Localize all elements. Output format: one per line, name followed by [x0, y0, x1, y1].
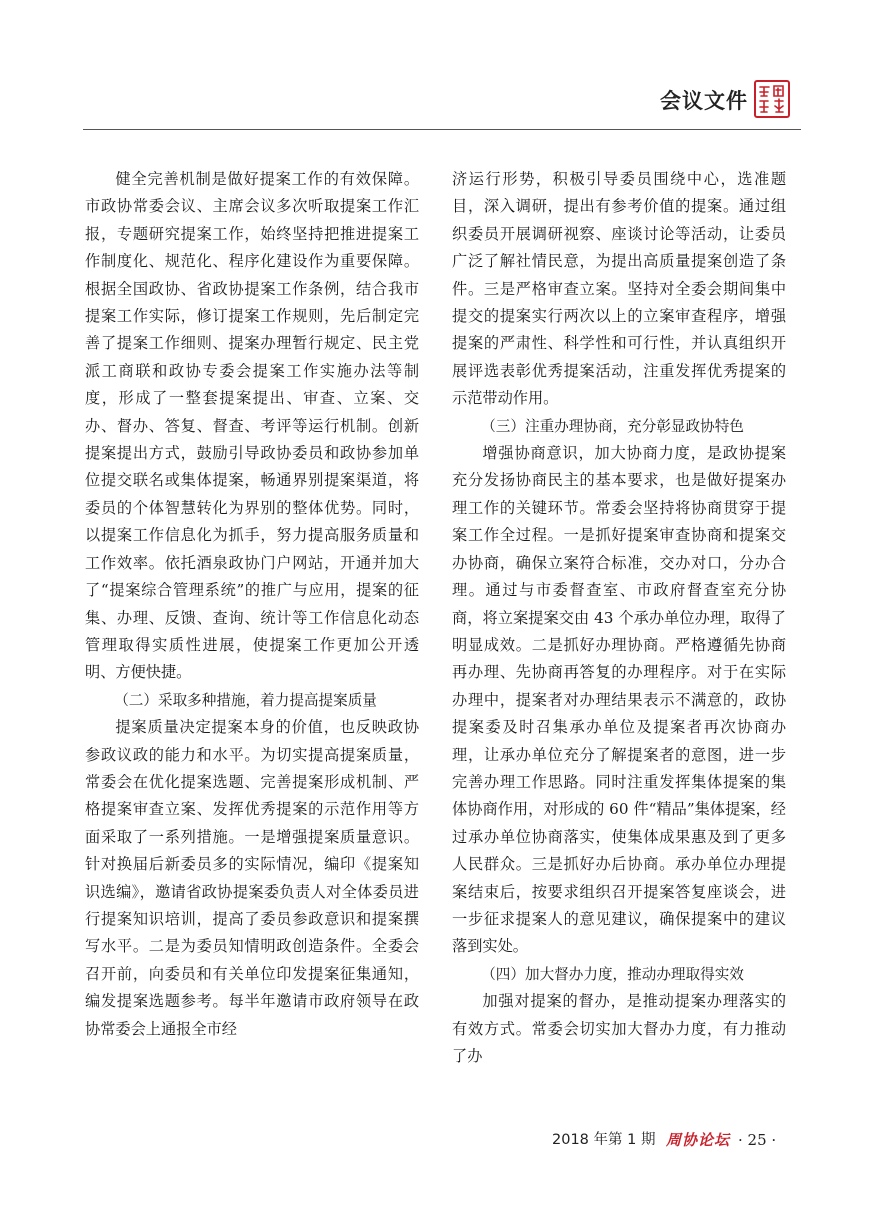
issue-label: 2018 年第 1 期 — [552, 1132, 656, 1148]
section-title: 会议文件 — [660, 89, 748, 113]
page-number: · 25 · — [738, 1131, 777, 1149]
body-paragraph: 增强协商意识，加大协商力度，是政协提案充分发扬协商民主的基本要求，也是做好提案办理工作的关键环节。常委会坚持将协商贯穿于提案工作全过程。一是抓好提案审查协商和提案交办协商，确保立案符合标准，交办对口，分办合理。通过与市委督查室、市政府督查室充分协商，将立案提案交由 43 个承办单位办理，取得了明显成效。二是抓好办理协商。严格遵循先协商再办理、先协商再答复的办理程序。对于在实际办理中，提案者对办理结果表示不满意的，政协提案委及时召集承办单位及提案者再次协商办理，让承办单位充分了解提案者的意图，进一步完善办理工作思路。同时注重发挥集体提案的集体协商作用，对形成的 60 件“精品”集体提案，经过承办单位协商落实，使集体成果惠及到了更多人民群众。三是抓好办后协商。承办单位办理提案结束后，按要求组织召开提案答复座谈会，进一步征求提案人的意见建议，确保提案中的建议落到实处。 — [452, 444, 786, 956]
right-column — [452, 166, 786, 1070]
page-footer — [520, 1128, 800, 1152]
section-heading: （四）加大督办力度，推动办理取得实效 — [481, 965, 744, 983]
body-paragraph: 加强对提案的督办，是推动提案办理落实的有效方式。常委会切实加大督办力度，有力推动了办 — [452, 992, 786, 1065]
left-column — [85, 166, 419, 1043]
body-paragraph: 健全完善机制是做好提案工作的有效保障。市政协常委会议、主席会议多次听取提案工作汇报，专题研究提案工作，始终坚持把推进提案工作制度化、规范化、程序化建设作为重要保障。根据全国政协、省政协提案工作条例，结合我市提案工作实际，修订提案工作规则，先后制定完善了提案工作细则、提案办理暂行规定、民主党派工商联和政协专委会提案工作实施办法等制度，形成了一整套提案提出、审查、立案、交办、督办、答复、督查、考评等运行机制。创新提案提出方式，鼓励引导政协委员和政协参加单位提交联名或集体提案，畅通界别提案渠道，将委员的个体智慧转化为界别的整体优势。同时，以提案工作信息化为抓手，努力提高服务质量和工作效率。依托酒泉政协门户网站，开通并加大了“提案综合管理系统”的推广与应用，提案的征集、办理、反馈、查询、统计等工作信息化动态管理取得实质性进展，使提案工作更加公开透明、方便快捷。 — [85, 170, 419, 682]
magazine-seal-logo — [754, 80, 790, 118]
section-heading: （三）注重办理协商，充分彰显政协特色 — [481, 417, 744, 435]
section-heading: （二）采取多种措施，着力提高提案质量 — [114, 691, 377, 709]
body-paragraph: 提案质量决定提案本身的价值，也反映政协参政议政的能力和水平。为切实提高提案质量，常委会在优化提案选题、完善提案形成机制、严格提案审查立案、发挥优秀提案的示范作用等方面采取了一系列措施。一是增强提案质量意识。针对换届后新委员多的实际情况，编印《提案知识选编》，邀请省政协提案委负责人对全体委员进行提案知识培训，提高了委员参政意识和提案撰写水平。二是为委员知情明政创造条件。全委会召开前，向委员和有关单位印发提案征集通知，编发提案选题参考。每半年邀请市政府领导在政协常委会上通报全市经 — [85, 718, 419, 1038]
header-rule — [83, 129, 801, 130]
magazine-name: 周协论坛 — [666, 1131, 731, 1149]
body-paragraph: 济运行形势，积极引导委员围绕中心，选准题目，深入调研，提出有参考价值的提案。通过组织委员开展调研视察、座谈讨论等活动，让委员广泛了解社情民意，为提出高质量提案创造了条件。三是严格审查立案。坚持对全委会期间集中提交的提案实行两次以上的立案审查程序，增强提案的严肃性、科学性和可行性，并认真组织开展评选表彰优秀提案活动，注重发挥优秀提案的示范带动作用。 — [452, 170, 786, 408]
